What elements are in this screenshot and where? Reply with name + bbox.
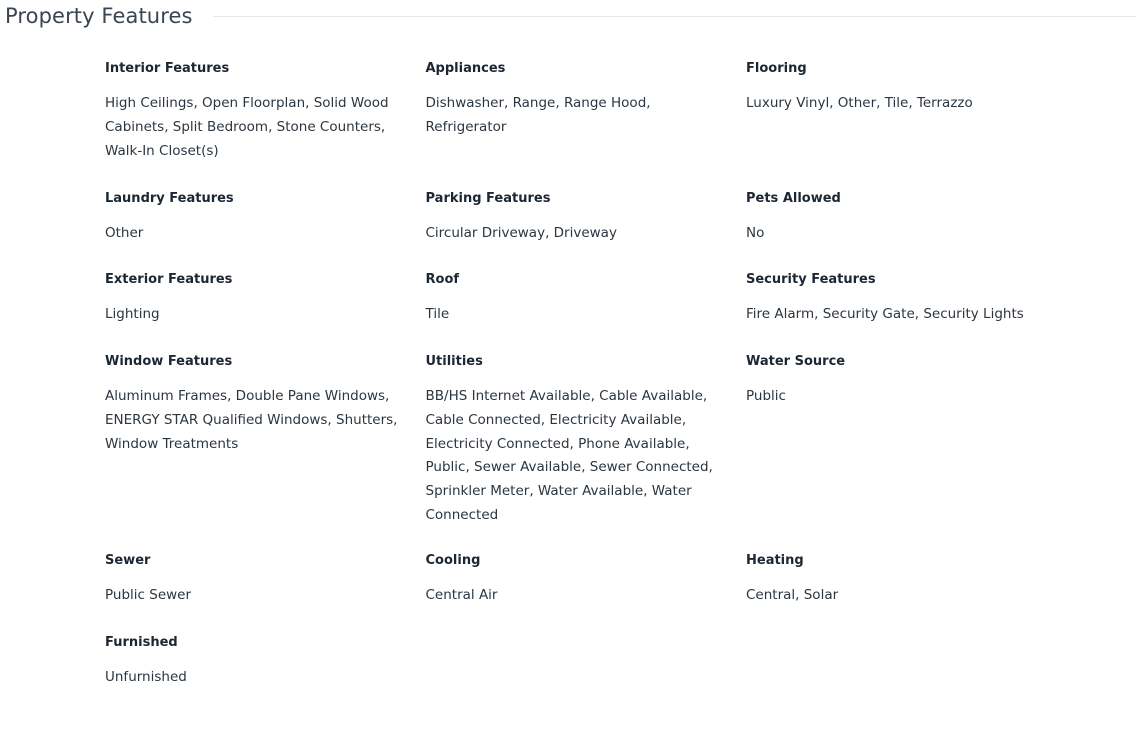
- feature-value: Tile: [425, 306, 450, 322]
- feature-utilities: [426, 354, 747, 553]
- feature-label: Flooring: [746, 61, 807, 76]
- feature-value: Circular Driveway, Driveway: [425, 225, 617, 241]
- feature-window-features: [105, 354, 426, 553]
- features-grid: [105, 61, 1065, 715]
- feature-value: Central, Solar: [746, 587, 839, 603]
- feature-pets-allowed: [746, 191, 1065, 272]
- feature-label: Window Features: [105, 354, 233, 369]
- feature-label: Utilities: [425, 354, 483, 369]
- feature-security-features: [746, 272, 1065, 354]
- feature-flooring: [746, 61, 1065, 191]
- feature-label: Appliances: [425, 61, 506, 76]
- feature-value: Central Air: [425, 587, 498, 603]
- feature-label: Sewer: [105, 553, 151, 568]
- feature-label: Water Source: [746, 354, 846, 369]
- feature-label: Laundry Features: [105, 191, 234, 206]
- property-features-header: [5, 0, 1136, 32]
- feature-water-source: [746, 354, 1065, 553]
- feature-value: Unfurnished: [105, 669, 187, 685]
- feature-heating: [746, 553, 1065, 635]
- feature-label: Furnished: [105, 635, 178, 650]
- feature-appliances: [426, 61, 747, 191]
- feature-roof: [426, 272, 747, 354]
- feature-label: Exterior Features: [105, 272, 233, 287]
- feature-value: Dishwasher, Range, Range Hood, Refrigerator: [425, 95, 651, 135]
- feature-value: Aluminum Frames, Double Pane Windows, ENERGY STAR Qualified Windows, Shutters, Window Treatments: [105, 388, 398, 452]
- feature-value: No: [746, 225, 765, 241]
- feature-label: Pets Allowed: [746, 191, 841, 206]
- feature-label: Interior Features: [105, 61, 230, 76]
- feature-value: Public Sewer: [105, 587, 192, 603]
- feature-value: Public: [746, 388, 786, 404]
- feature-label: Parking Features: [425, 191, 551, 206]
- feature-value: Lighting: [105, 306, 160, 322]
- feature-value: Luxury Vinyl, Other, Tile, Terrazzo: [746, 95, 973, 111]
- feature-label: Cooling: [425, 553, 481, 568]
- section-divider: [213, 16, 1136, 17]
- feature-label: Security Features: [746, 272, 876, 287]
- section-title: Property Features: [5, 4, 193, 28]
- feature-value: Fire Alarm, Security Gate, Security Lights: [746, 306, 1024, 322]
- feature-laundry-features: [105, 191, 426, 272]
- feature-interior-features: [105, 61, 426, 191]
- feature-value: BB/HS Internet Available, Cable Available, Cable Connected, Electricity Available, Electricity Connected, Phone Available, Public, Sewer Available, Sewer Connected, Sprinkler Meter, Water Available, Water Connected: [425, 388, 713, 523]
- feature-value: High Ceilings, Open Floorplan, Solid Wood Cabinets, Split Bedroom, Stone Counters, Walk-In Closet(s): [105, 95, 389, 159]
- feature-value: Other: [105, 225, 144, 241]
- feature-parking-features: [426, 191, 747, 272]
- feature-cooling: [426, 553, 747, 635]
- feature-sewer: [105, 553, 426, 635]
- feature-label: Heating: [746, 553, 804, 568]
- feature-exterior-features: [105, 272, 426, 354]
- feature-label: Roof: [425, 272, 460, 287]
- feature-furnished: [105, 635, 426, 715]
